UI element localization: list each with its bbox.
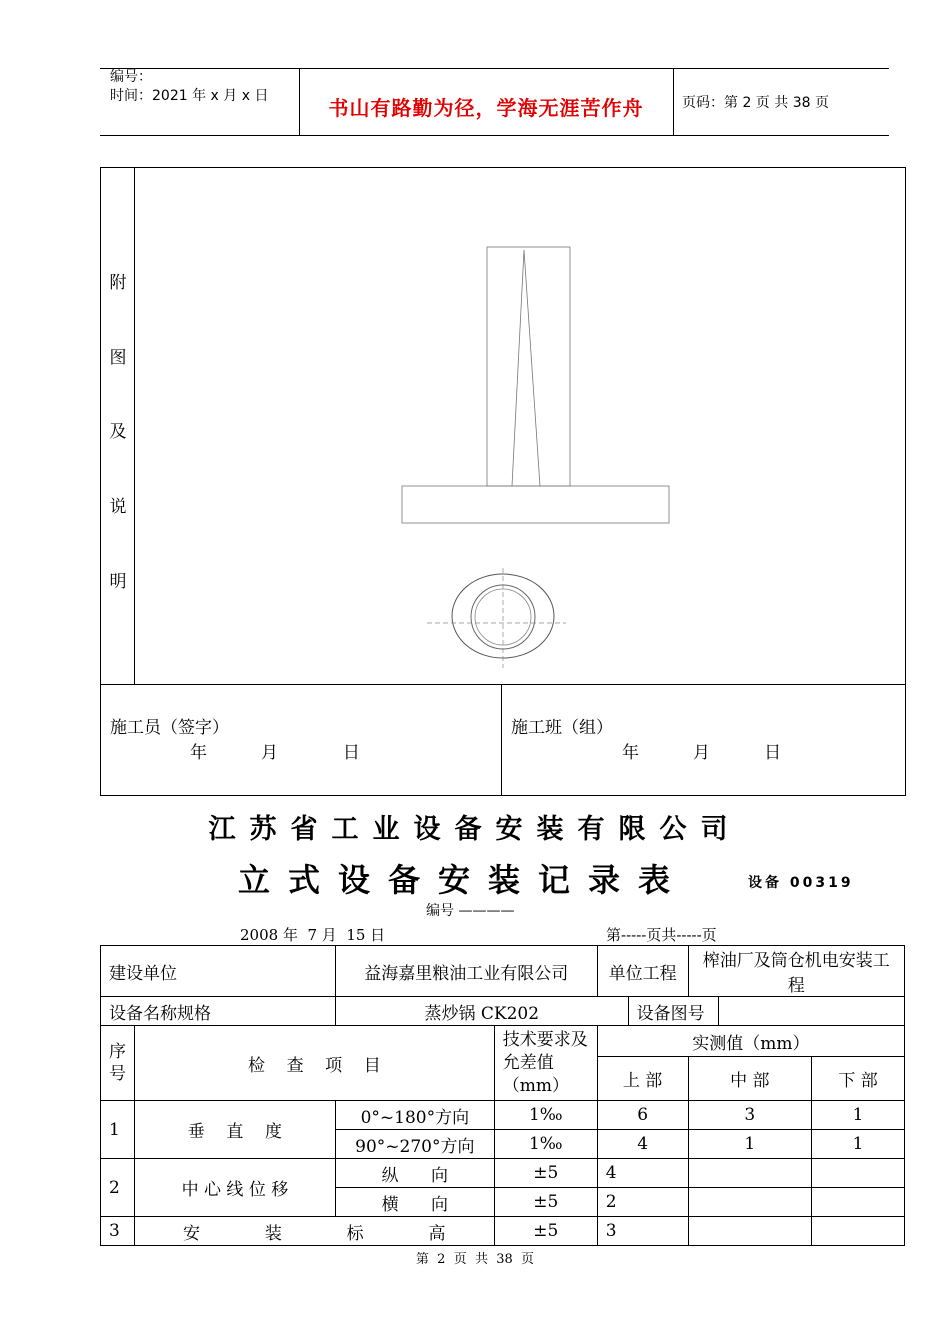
row-lower [812, 1188, 905, 1217]
equip-name-label: 设备名称规格 [101, 997, 336, 1026]
team-label: 施工班（组） [511, 718, 613, 738]
equip-drawing-value [719, 997, 905, 1026]
row-middle [688, 1188, 812, 1217]
row-upper: 6 [597, 1101, 688, 1130]
middle-header: 中 部 [688, 1057, 812, 1101]
time-label: 时间：2021 年 x 月 x 日 [110, 88, 269, 104]
equip-drawing-label: 设备图号 [628, 997, 719, 1026]
table-row [101, 1159, 905, 1188]
row-lower [812, 1217, 905, 1246]
row-lower [812, 1159, 905, 1188]
row-req: 1‰ [494, 1101, 597, 1130]
page-footer: 第 2 页 共 38 页 [415, 1252, 535, 1267]
worker-date: 年 月 日 [190, 743, 360, 763]
row-upper: 2 [597, 1188, 688, 1217]
measured-header: 实测值（mm） [597, 1026, 904, 1057]
seq-header: 序号 [101, 1026, 135, 1101]
side-char: 及 [109, 422, 127, 442]
row-seq: 1 [101, 1101, 135, 1159]
header-page-info: 页码：第 2 页 共 38 页 [682, 95, 829, 111]
table-row [101, 1026, 905, 1057]
form-title: 立式设备安装记录表 [238, 861, 689, 899]
row-sub: 横 向 [335, 1188, 494, 1217]
row-item: 安 装 标 高 [134, 1217, 494, 1246]
row-middle [688, 1217, 812, 1246]
table-row [101, 1101, 905, 1130]
row-req: ±5 [494, 1217, 597, 1246]
worker-label: 施工员（签字） [110, 718, 229, 738]
base-plate [402, 486, 669, 523]
row-req: ±5 [494, 1188, 597, 1217]
row-sub: 90°~270°方向 [335, 1130, 494, 1159]
record-date: 2008 年 7 月 15 日 [240, 926, 386, 944]
check-item-header: 检 查 项 目 [134, 1026, 494, 1101]
table-row [101, 946, 905, 997]
row-lower: 1 [812, 1130, 905, 1159]
row-middle [688, 1159, 812, 1188]
table-row [101, 1217, 905, 1246]
row-req: ±5 [494, 1159, 597, 1188]
record-table [100, 945, 905, 1246]
row-seq: 2 [101, 1159, 135, 1217]
row-seq: 3 [101, 1217, 135, 1246]
build-unit-value: 益海嘉里粮油工业有限公司 [335, 946, 597, 997]
side-char: 附 [109, 273, 127, 293]
row-item: 中 心 线 位 移 [134, 1159, 335, 1217]
equipment-number: 设备 00319 [748, 875, 854, 891]
side-char: 明 [109, 572, 127, 592]
row-sub: 纵 向 [335, 1159, 494, 1188]
row-sub: 0°~180°方向 [335, 1101, 494, 1130]
row-middle: 1 [688, 1130, 812, 1159]
upper-header: 上 部 [597, 1057, 688, 1101]
team-date: 年 月 日 [622, 743, 782, 763]
unit-project-value: 榨油厂及筒仓机电安装工程 [688, 946, 904, 997]
row-item: 垂 直 度 [134, 1101, 335, 1159]
side-char: 说 [109, 497, 127, 517]
column-outline [487, 247, 570, 486]
row-upper: 4 [597, 1159, 688, 1188]
lower-header: 下 部 [812, 1057, 905, 1101]
table-row [101, 997, 905, 1026]
row-lower: 1 [812, 1101, 905, 1130]
build-unit-label: 建设单位 [101, 946, 336, 997]
row-upper: 3 [597, 1217, 688, 1246]
taper-line [512, 250, 540, 486]
side-char: 图 [109, 348, 127, 368]
row-middle: 3 [688, 1101, 812, 1130]
company-name: 江苏省工业设备安装有限公司 [208, 814, 742, 845]
serial-number: 编号 ———— [426, 903, 515, 919]
page-count: 第-----页共-----页 [606, 926, 717, 944]
code-label: 编号： [110, 69, 152, 85]
row-req: 1‰ [494, 1130, 597, 1159]
unit-project-label: 单位工程 [597, 946, 688, 997]
tech-req-header: 技术要求及允差值（mm） [494, 1026, 597, 1101]
row-upper: 4 [597, 1130, 688, 1159]
signature-divider [501, 684, 502, 796]
equip-name-value: 蒸炒锅 CK202 [335, 997, 628, 1026]
header-motto: 书山有路勤为径，学海无涯苦作舟 [328, 96, 644, 120]
